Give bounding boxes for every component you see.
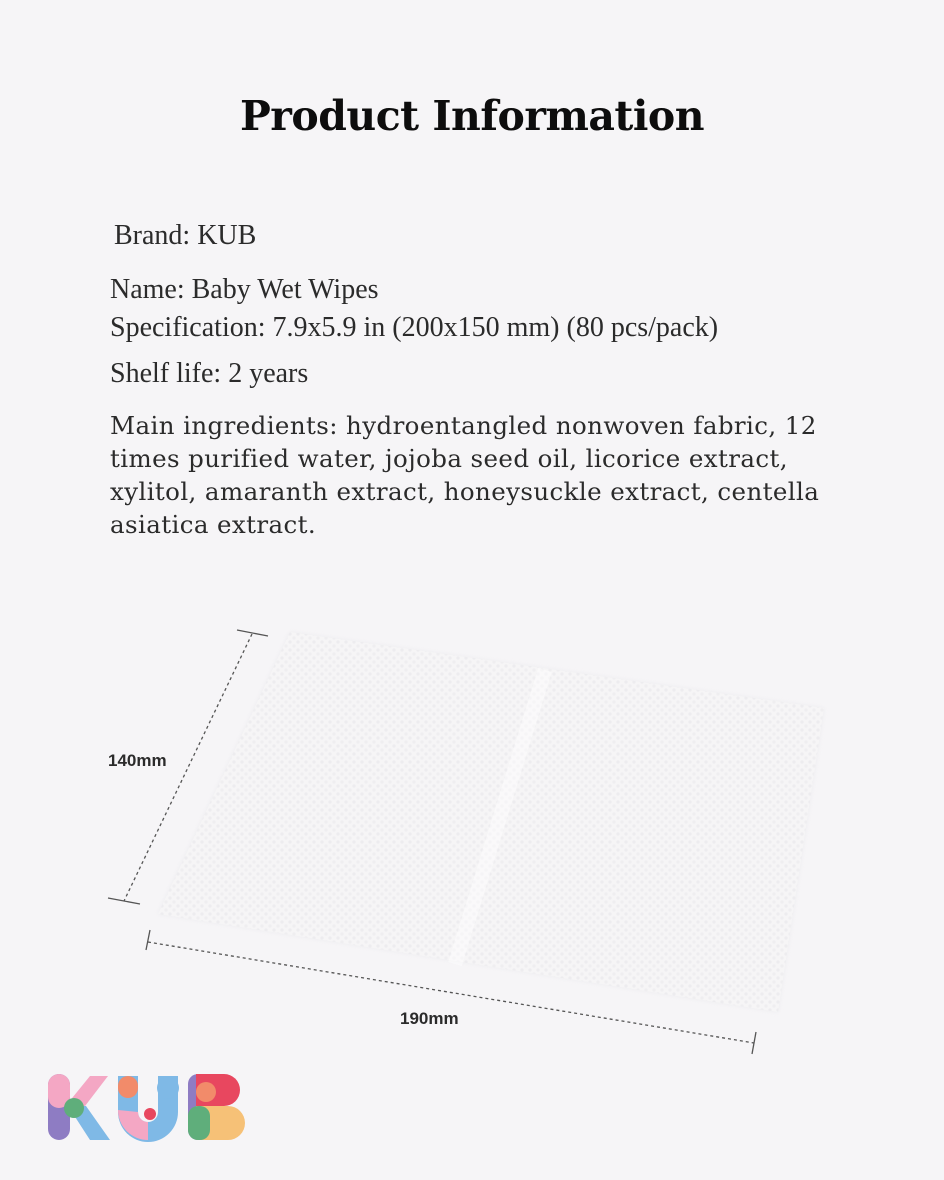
- specification-text: Specification: 7.9x5.9 in (200x150 mm) (80 pcs/pack): [110, 312, 719, 343]
- logo-letter-u: [118, 1076, 179, 1142]
- name-spec-block: [110, 271, 850, 347]
- ingredients-text: Main ingredients: hydroentangled nonwoven fabric, 12 times purified water, jojoba seed oil, licorice extract, xylitol, amaranth extract, honeysuckle extract, centella asiatica extract.: [110, 411, 820, 539]
- width-label: 190mm: [400, 1009, 459, 1028]
- logo-letter-k: [48, 1074, 110, 1140]
- kub-logo: [46, 1070, 260, 1144]
- brand-text: Brand: KUB: [114, 220, 257, 251]
- wet-wipe-sheet: [158, 632, 824, 1012]
- logo-letter-b: [188, 1074, 245, 1140]
- shelf-life-text: Shelf life: 2 years: [110, 358, 309, 389]
- wipe-dimension-figure: [0, 600, 944, 1070]
- height-label: 140mm: [108, 751, 167, 770]
- product-name-text: Name: Baby Wet Wipes: [110, 274, 379, 305]
- page-title: Product Information: [239, 92, 705, 140]
